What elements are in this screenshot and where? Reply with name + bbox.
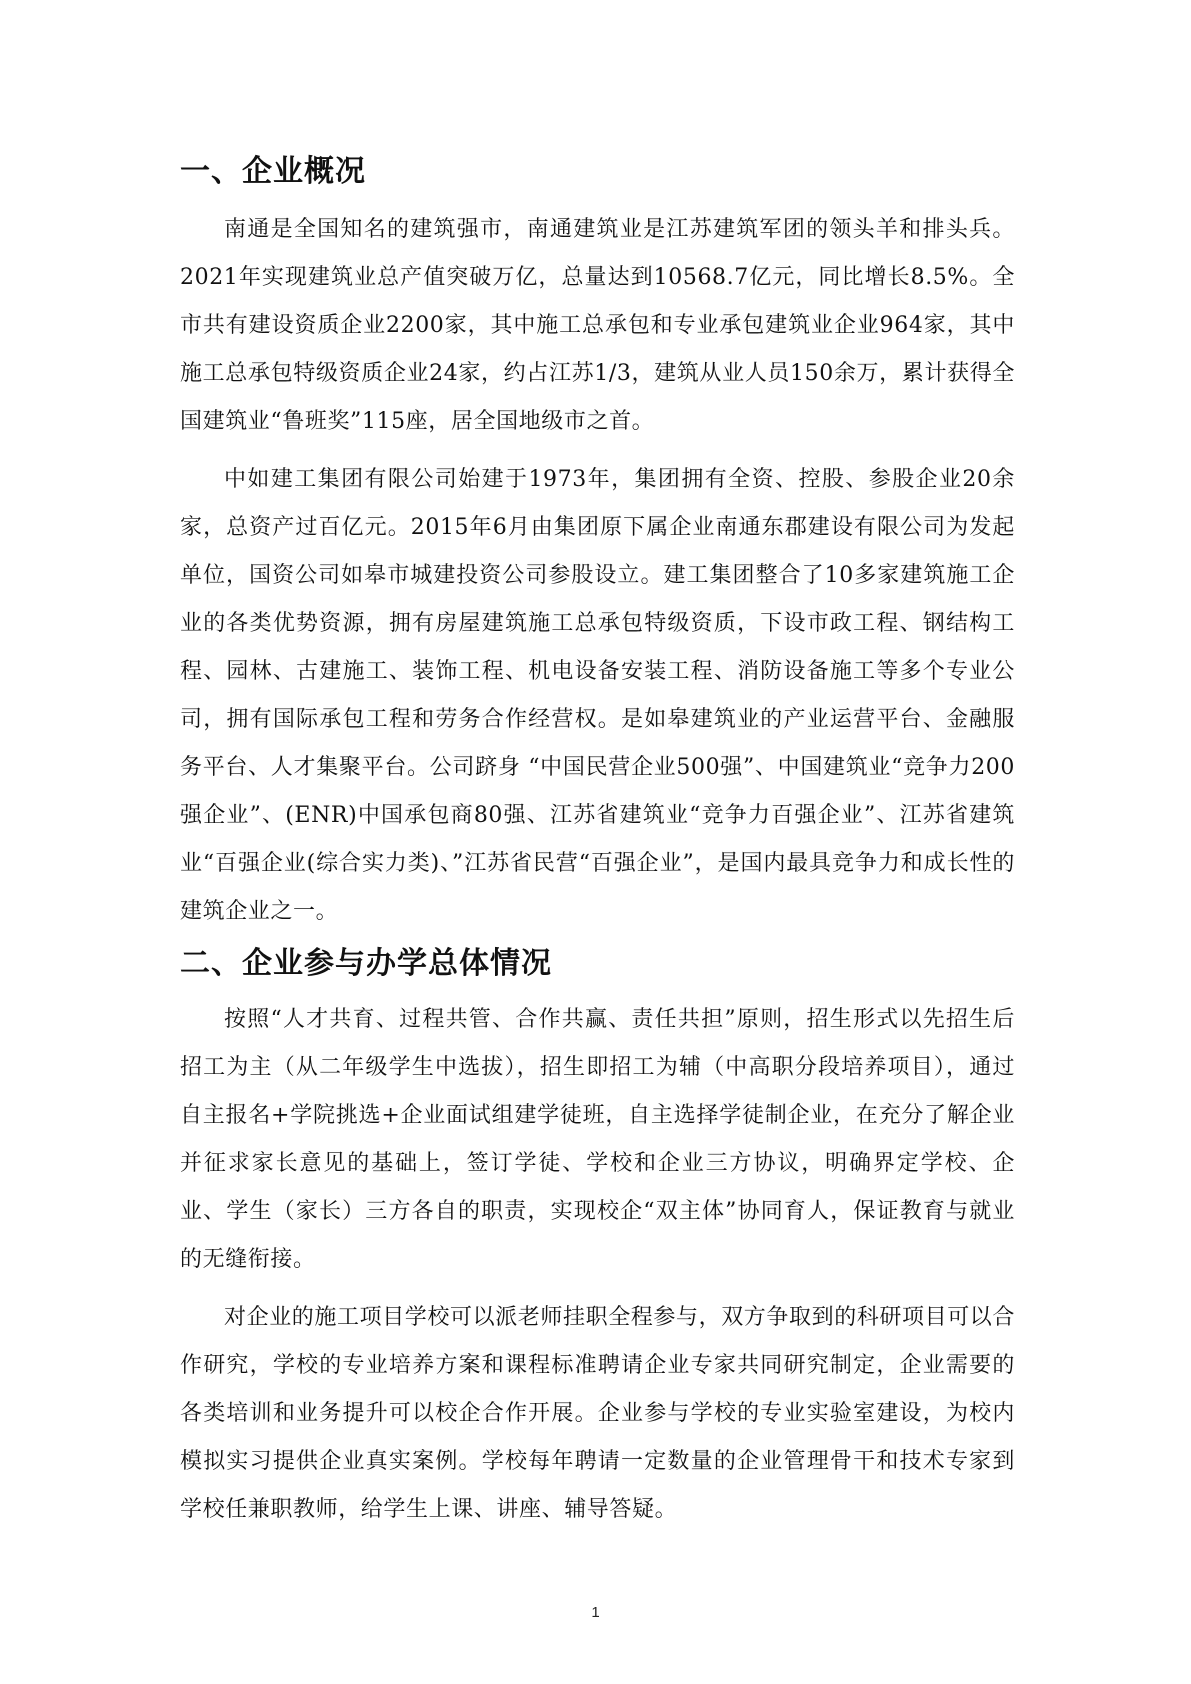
page-number: 1 (591, 1604, 600, 1621)
paragraph-company-profile: 中如建工集团有限公司始建于1973年，集团拥有全资、控股、参股企业20余家，总资产过百亿元。2015年6月由集团原下属企业南通东郡建设有限公司为发起单位，国资公司如皋市城建投资公司参股设立。建工集团整合了10多家建筑施工企业的各类优势资源，拥有房屋建筑施工总承包特级资质，下设市政工程、钢结构工程、园林、古建施工、装饰工程、机电设备安装工程、消防设备施工等多个专业公司，拥有国际承包工程和劳务合作经营权。是如皋建筑业的产业运营平台、金融服务平台、人才集聚平台。公司跻身 “中国民营企业500强”、中国建筑业“竞争力200强企业”、(ENR)中国承包商80强、江苏省建筑业“竞争力百强企业”、江苏省建筑业“百强企业(综合实力类)、”江苏省民营“百强企业”，是国内最具竞争力和成长性的建筑企业之一。 (180, 467, 1015, 924)
document-body (180, 150, 1015, 1534)
paragraph-enrollment-model: 按照“人才共育、过程共管、合作共赢、责任共担”原则，招生形式以先招生后招工为主（从二年级学生中选拔），招生即招工为辅（中高职分段培养项目），通过自主报名+学院挑选+企业面试组建学徒班，自主选择学徒制企业，在充分了解企业并征求家长意见的基础上，签订学徒、学校和企业三方协议，明确界定学校、企业、学生（家长）三方各自的职责，实现校企“双主体”协同育人，保证教育与就业的无缝衔接。 (180, 1007, 1015, 1272)
paragraph-school-enterprise-cooperation: 对企业的施工项目学校可以派老师挂职全程参与，双方争取到的科研项目可以合作研究，学校的专业培养方案和课程标准聘请企业专家共同研究制定，企业需要的各类培训和业务提升可以校企合作开展。企业参与学校的专业实验室建设，为校内模拟实习提供企业真实案例。学校每年聘请一定数量的企业管理骨干和技术专家到学校任兼职教师，给学生上课、讲座、辅导答疑。 (180, 1305, 1016, 1522)
section-heading-participation: 二、企业参与办学总体情况 (180, 946, 552, 981)
paragraph-nantong-construction: 南通是全国知名的建筑强市，南通建筑业是江苏建筑军团的领头羊和排头兵。2021年实现建筑业总产值突破万亿，总量达到10568.7亿元，同比增长8.5%。全市共有建设资质企业2200家，其中施工总承包和专业承包建筑业企业964家，其中施工总承包特级资质企业24家，约占江苏1/3，建筑从业人员150余万，累计获得全国建筑业“鲁班奖”115座，居全国地级市之首。 (180, 217, 1015, 434)
section-heading-overview: 一、企业概况 (180, 154, 366, 189)
